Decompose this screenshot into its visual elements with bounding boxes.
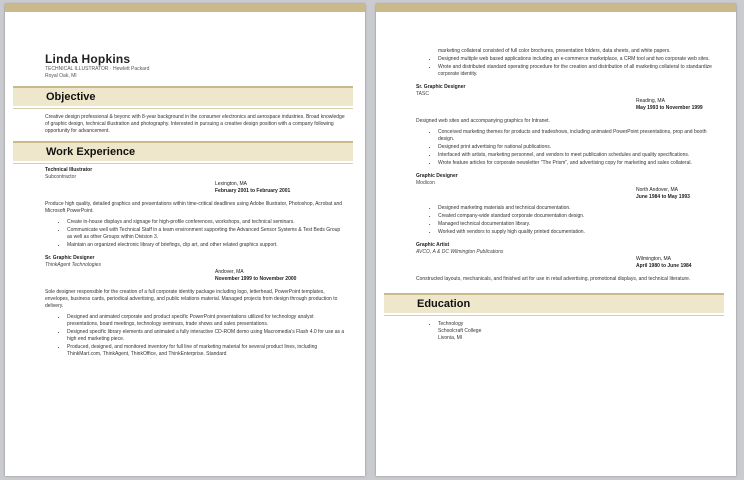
job-summary: Constructed layouts, mechanicals, and finished art for use in retail advertising, promotional displays, and technical literature. [416,276,691,282]
list-item: • Designed specific library elements and animated a fully interactive CD-ROM demo using Macromedia's Flash 4.0 for use as a high end marketing piece. [67,329,345,343]
job-employer: ThinkAgent Technologies [45,262,101,268]
education-degree: Technology [438,321,464,327]
section-title-experience: Work Experience [46,146,136,158]
section-title-objective: Objective [46,91,96,103]
job-entry [416,84,716,167]
objective-text: Creative design professional & beyonc with 8-year background in the consumer electronics and aerospace industries. Broad knowledge of graphic design, technical illustration and photography. Interested in pursuing a creative design position with a company following opportunity for advancement. [45,114,345,134]
resume-page-1 [5,4,365,476]
job-title: Graphic Designer [416,173,458,179]
list-item: • Maintain an organized electronic library of briefings, clip art, and other related graphics support. [67,242,345,249]
job-bullets [45,314,345,358]
job-dates: May 1993 to November 1999 [636,105,703,111]
list-item: • Conceived marketing themes for products and tradeshows, including animated PowerPoint presentations, prop and booth design. [438,129,716,143]
candidate-name: Linda Hopkins [45,52,131,66]
job-dates: November 1999 to November 2000 [215,276,297,282]
list-item: • Communicate well with Technical Staff in a team environment supporting the Advanced Sensor Systems & Test Beds Group as well as other Groups within Division 3. [67,227,345,241]
list-item: • Designed print advertising for national publications. [438,144,716,151]
job-location: Lexington, MA [215,181,247,187]
list-item: • Created company-wide standard corporate documentation design. [438,213,716,220]
job-summary: Produce high quality, detailed graphics and presentations within time-critical deadlines using Adobe Illustrator, Photoshop, Acrobat and Microsoft PowerPoint. [45,201,343,214]
job-location: Wilmington, MA [636,256,672,262]
job-employer: Modicon [416,180,435,186]
job-employer: AVCO, A & DC Wilmington Publications [416,249,504,255]
list-item: • Designed marketing materials and technical documentation. [438,205,716,212]
list-item: • Wrote and distributed standard operating procedure for the creation and distribution of all marketing collateral to standardize corporate identity. [438,64,716,78]
education-list [416,321,716,342]
list-item: • Create in-house displays and signage for high-profile conferences, workshops, and technical seminars. [67,219,345,226]
candidate-title: TECHNICAL ILLUSTRATOR · Hewlett Packard [45,66,150,72]
list-item: • Managed technical documentation library. [438,221,716,228]
job-title: Technical Illustrator [45,167,93,173]
list-item: • Designed multiple web based applications including an e-commerce marketplace, a CRM tool and two corporate web sites. [438,56,716,63]
job-location: North Andover, MA [636,187,678,193]
job-dates: April 1980 to June 1984 [636,263,692,269]
education-location: Livonia, MI [438,335,463,341]
job-dates: February 2001 to February 2001 [215,188,291,194]
education-school: Schoolcraft College [438,328,482,334]
job-bullets [416,129,716,167]
job-location: Andover, MA [215,269,244,275]
job-dates: June 1984 to May 1993 [636,194,690,200]
job-title: Sr. Graphic Designer [45,255,95,261]
job-entry [416,173,716,236]
section-header-education [384,293,724,313]
job-entry [416,242,716,283]
list-item: • Interfaced with artists, marketing personnel, and vendors to meet publication schedules and quality specifications. [438,152,716,159]
continued-bullets [416,48,716,78]
resume-page-2 [376,4,736,476]
candidate-location: Royal Oak, MI [45,73,77,79]
section-header-objective [13,86,353,106]
job-bullets [416,205,716,236]
job-employer: Subcontractor [45,174,77,180]
job-entry [45,167,345,249]
section-title-education: Education [417,298,471,310]
job-title: Graphic Artist [416,242,450,248]
section-header-experience [13,141,353,161]
job-summary: Sole designer responsible for the creation of a full corporate identity package including logo, letterhead, PowerPoint templates, envelopes, business cards, periodical advertising, and public relations material. Managed projects from design through production to delivery. [45,289,338,309]
page-2-content [416,4,716,343]
job-bullets [45,219,345,249]
list-item: • Worked with vendors to supply high quality printed documentation. [438,229,716,236]
list-item: marketing collateral consisted of full color brochures, presentation folders, data sheets, and white papers. [438,48,671,54]
list-item: • Produced, designed, and monitored inventory for full line of marketing material for several product lines, including ThinkMart.com, ThinkAgent, ThinkOffice, and ThinkEnterprise. Standard [67,344,345,358]
list-item: • Designed and animated corporate and product specific PowerPoint presentations utilized for technology analyst presentations, board meetings, technology seminars, trade shows and sales presentations. [67,314,345,328]
job-summary: Designed web sites and accompanying graphics for Intranet. [416,118,550,124]
job-title: Sr. Graphic Designer [416,84,466,90]
job-employer: TASC [416,91,429,97]
job-entry [45,255,345,358]
list-item [438,321,716,342]
list-item: • Wrote feature articles for corporate newsletter "The Prism", and advertising copy for marketing and sales collateral. [438,160,716,167]
page-1-content [45,4,345,359]
job-location: Reading, MA [636,98,665,104]
